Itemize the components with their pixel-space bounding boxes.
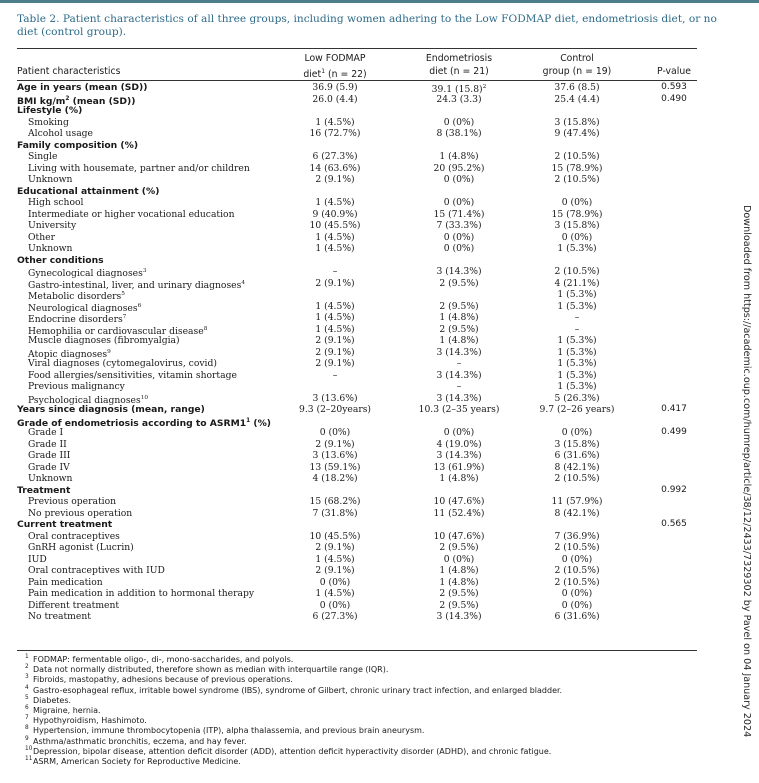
endometriosis-value: 3 (14.3%) <box>436 369 482 381</box>
control-value: 6 (31.6%) <box>554 611 600 622</box>
table-row <box>0 289 759 301</box>
low-fodmap-value: 1 (4.5%) <box>315 243 355 254</box>
control-value: 2 (10.5%) <box>554 266 600 277</box>
control-value: 2 (10.5%) <box>554 151 600 162</box>
table-row <box>0 462 759 474</box>
endometriosis-value: 0 (0%) <box>443 427 475 438</box>
row-label: Previous malignancy <box>28 381 125 392</box>
table-row <box>0 117 759 129</box>
endometriosis-value: 1 (4.8%) <box>439 335 479 346</box>
table-row <box>0 232 759 244</box>
endometriosis-value: 0 (0%) <box>443 231 475 243</box>
download-watermark: Downloaded from https://academic.oup.com/humrep/article/38/12/2433/7329302 by Pavel on 04 January 2024 <box>741 205 752 738</box>
table-row <box>0 174 759 186</box>
row-label: Unknown <box>28 243 73 254</box>
row-label: Different treatment <box>28 599 120 611</box>
row-label: Age in years (mean (SD)) <box>17 82 148 93</box>
low-fodmap-value: 2 (9.1%) <box>315 358 355 369</box>
low-fodmap-value: 3 (13.6%) <box>312 450 358 461</box>
row-label: IUD <box>28 553 47 565</box>
low-fodmap-value: 6 (27.3%) <box>312 151 358 162</box>
endometriosis-value: 13 (61.9%) <box>433 461 485 473</box>
low-fodmap-value: 26.0 (4.4) <box>312 93 358 105</box>
control-value: – <box>574 312 580 323</box>
control-value: 0 (0%) <box>561 553 593 565</box>
table-row <box>0 312 759 324</box>
low-fodmap-value: 36.9 (5.9) <box>312 82 358 93</box>
endometriosis-value: 2 (9.5%) <box>439 588 479 599</box>
table-section-row <box>0 82 759 94</box>
p-value: 0.490 <box>661 93 687 104</box>
table-section-row <box>0 255 759 267</box>
row-label: Smoking <box>28 116 69 128</box>
control-value: 0 (0%) <box>561 231 593 243</box>
low-fodmap-value: 10 (45.5%) <box>309 530 361 542</box>
footnote: 8 Hypertension, immune thrombocytopenia (ITP), alpha thalassemia, and previous brain aneurysm. <box>25 725 425 736</box>
row-label: Single <box>28 151 58 162</box>
row-label: Treatment <box>17 484 71 496</box>
header-low-fodmap-line2: diet$^1$ (n = 22) <box>303 68 367 80</box>
header-control-line1: Control <box>560 53 594 64</box>
control-value: 8 (42.1%) <box>554 461 600 473</box>
low-fodmap-value: 2 (9.1%) <box>315 277 355 289</box>
low-fodmap-value: 14 (63.6%) <box>309 162 361 174</box>
control-value: 0 (0%) <box>561 588 593 599</box>
endometriosis-value: 11 (52.4%) <box>433 507 485 519</box>
endometriosis-value: 2 (9.5%) <box>439 300 479 312</box>
control-value: 3 (15.8%) <box>554 220 600 231</box>
row-label: Unknown <box>28 174 73 185</box>
low-fodmap-value: 0 (0%) <box>319 576 351 588</box>
row-label: Food allergies/sensitivities, vitamin shortage <box>28 369 237 381</box>
endometriosis-value: – <box>456 358 462 369</box>
low-fodmap-value: – <box>332 369 338 381</box>
row-label: Grade I <box>28 427 64 438</box>
endometriosis-value: – <box>456 381 462 392</box>
endometriosis-value: 10 (47.6%) <box>433 530 485 542</box>
low-fodmap-value: 1 (4.5%) <box>315 197 355 208</box>
row-label: Alcohol usage <box>28 128 93 139</box>
table-section-row <box>0 140 759 152</box>
endometriosis-value: 3 (14.3%) <box>436 392 482 404</box>
footnote: 1 FODMAP: fermentable oligo-, di-, mono-saccharides, and polyols. <box>25 654 294 664</box>
control-value: 3 (15.8%) <box>554 116 600 128</box>
p-value: 0.417 <box>661 404 687 414</box>
footnotes <box>17 655 717 767</box>
control-value: 9 (47.4%) <box>554 128 600 139</box>
endometriosis-value: 10.3 (2–35 years) <box>418 404 500 415</box>
row-label: Neurological diagnoses$^6$ <box>28 302 142 314</box>
p-value: 0.499 <box>661 427 687 437</box>
table-bottom-rule <box>17 650 697 651</box>
endometriosis-value: 1 (4.8%) <box>439 473 479 484</box>
row-label: High school <box>28 197 84 208</box>
table-section-row <box>0 186 759 198</box>
control-value: 7 (36.9%) <box>554 530 600 542</box>
row-label: Intermediate or higher vocational education <box>28 208 235 220</box>
row-label: Muscle diagnoses (fibromyalgia) <box>28 335 180 346</box>
row-label: Years since diagnosis (mean, range) <box>17 404 205 415</box>
low-fodmap-value: 4 (18.2%) <box>312 473 358 484</box>
table-row <box>0 393 759 405</box>
endometriosis-value: 2 (9.5%) <box>439 277 479 289</box>
table-section-row <box>0 105 759 117</box>
low-fodmap-value: 2 (9.1%) <box>315 542 355 553</box>
table-row <box>0 600 759 612</box>
endometriosis-value: 10 (47.6%) <box>433 496 485 507</box>
control-value: 0 (0%) <box>561 427 593 438</box>
low-fodmap-value: 1 (4.5%) <box>315 553 355 565</box>
control-value: 8 (42.1%) <box>554 507 600 519</box>
control-value: 1 (5.3%) <box>557 289 597 300</box>
row-label: Atopic diagnoses$^9$ <box>28 348 111 360</box>
control-value: 1 (5.3%) <box>557 381 597 392</box>
control-value: 1 (5.3%) <box>557 243 597 254</box>
row-label: Oral contraceptives <box>28 530 120 542</box>
low-fodmap-value: 13 (59.1%) <box>309 461 361 473</box>
footnote: 7 Hypothyroidism, Hashimoto. <box>25 715 147 726</box>
p-value: 0.593 <box>661 82 687 92</box>
row-label: Educational attainment (%) <box>17 185 160 197</box>
low-fodmap-value: 2 (9.1%) <box>315 335 355 346</box>
table-row <box>0 611 759 623</box>
row-label: Current treatment <box>17 519 113 530</box>
row-label: BMI kg/m$^2$ (mean (SD)) <box>17 95 136 107</box>
endometriosis-value: 24.3 (3.3) <box>436 93 482 105</box>
control-value: 2 (10.5%) <box>554 576 600 588</box>
table-row <box>0 427 759 439</box>
row-label: Pain medication <box>28 576 103 588</box>
control-value: 1 (5.3%) <box>557 346 597 358</box>
endometriosis-value: 15 (71.4%) <box>433 208 485 220</box>
low-fodmap-value: 2 (9.1%) <box>315 438 355 450</box>
table-section-row <box>0 404 759 416</box>
table-row <box>0 508 759 520</box>
control-value: – <box>574 323 580 335</box>
table-row <box>0 128 759 140</box>
table-top-rule <box>17 48 697 49</box>
low-fodmap-value: 7 (31.8%) <box>312 507 358 519</box>
control-value: 15 (78.9%) <box>551 208 603 220</box>
row-label: University <box>28 220 77 231</box>
table-row <box>0 278 759 290</box>
p-value: 0.992 <box>661 484 687 495</box>
table-row <box>0 496 759 508</box>
row-label: Lifestyle (%) <box>17 105 83 116</box>
footnote: 5 Diabetes. <box>25 694 72 705</box>
endometriosis-value: 0 (0%) <box>443 174 475 185</box>
table-row <box>0 565 759 577</box>
table-row <box>0 358 759 370</box>
table-row <box>0 554 759 566</box>
row-label: GnRH agonist (Lucrin) <box>28 542 134 553</box>
endometriosis-value: 0 (0%) <box>443 197 475 208</box>
row-label: Psychological diagnoses$^{10}$ <box>28 394 149 406</box>
low-fodmap-value: 2 (9.1%) <box>315 565 355 576</box>
table-row <box>0 473 759 485</box>
low-fodmap-value: 16 (72.7%) <box>309 128 361 139</box>
row-label: Living with housemate, partner and/or children <box>28 162 250 174</box>
low-fodmap-value: 9.3 (2–20years) <box>298 404 372 415</box>
table-body <box>0 82 759 623</box>
table-row <box>0 197 759 209</box>
footnote: 9 Asthma/asthmatic bronchitis, eczema, and hay fever. <box>25 735 247 746</box>
endometriosis-value: 3 (14.3%) <box>436 346 482 358</box>
low-fodmap-value: 3 (13.6%) <box>312 392 358 404</box>
table-row <box>0 209 759 221</box>
low-fodmap-value: 1 (4.5%) <box>315 231 355 243</box>
row-label: Other <box>28 231 55 243</box>
table-row <box>0 439 759 451</box>
table-row <box>0 335 759 347</box>
endometriosis-value: 0 (0%) <box>443 243 475 254</box>
header-p-value: P-value <box>657 66 691 77</box>
row-label: Grade of endometriosis according to ASRM1$^1$ (%) <box>17 417 271 429</box>
header-control-line2: group (n = 19) <box>542 66 612 77</box>
endometriosis-value: 3 (14.3%) <box>436 450 482 461</box>
control-value: 25.4 (4.4) <box>554 93 600 105</box>
row-label: Pain medication in addition to hormonal therapy <box>28 588 255 599</box>
footnote: 11 ASRM, American Society for Reproductive Medicine. <box>25 756 241 767</box>
control-value: 2 (10.5%) <box>554 565 600 576</box>
low-fodmap-value: 1 (4.5%) <box>315 588 355 599</box>
table-row <box>0 301 759 313</box>
low-fodmap-value: 10 (45.5%) <box>309 220 361 231</box>
footnote: 2 Data not normally distributed, therefore shown as median with interquartile range (IQR). <box>25 664 389 675</box>
footnote: 4 Gastro-esophageal reflux, irritable bowel syndrome (IBS), syndrome of Gilbert, chronic urinary tract infection, and enlarged bladder. <box>25 684 563 695</box>
endometriosis-value: 3 (14.3%) <box>436 266 482 277</box>
row-label: Grade II <box>28 438 67 450</box>
row-label: Gastro-intestinal, liver, and urinary diagnoses$^4$ <box>28 279 246 291</box>
control-value: 1 (5.3%) <box>557 358 597 369</box>
endometriosis-value: 39.1 (15.8)$^2$ <box>431 84 487 95</box>
table-row <box>0 163 759 175</box>
table-row <box>0 324 759 336</box>
endometriosis-value: 2 (9.5%) <box>439 542 479 553</box>
low-fodmap-value: 1 (4.5%) <box>315 323 355 335</box>
control-value: 6 (31.6%) <box>554 450 600 461</box>
p-value: 0.565 <box>661 519 687 529</box>
low-fodmap-value: 1 (4.5%) <box>315 300 355 312</box>
row-label: No previous operation <box>28 507 133 519</box>
control-value: 11 (57.9%) <box>551 496 603 507</box>
low-fodmap-value: 1 (4.5%) <box>315 116 355 128</box>
endometriosis-value: 2 (9.5%) <box>439 599 479 611</box>
endometriosis-value: 1 (4.8%) <box>439 151 479 162</box>
control-value: 9.7 (2–26 years) <box>539 404 615 415</box>
table-section-row <box>0 94 759 106</box>
low-fodmap-value: 0 (0%) <box>319 599 351 611</box>
top-accent-bar <box>0 0 759 3</box>
endometriosis-value: 0 (0%) <box>443 116 475 128</box>
endometriosis-value: 7 (33.3%) <box>436 220 482 231</box>
table-row <box>0 347 759 359</box>
control-value: 2 (10.5%) <box>554 542 600 553</box>
table-row <box>0 370 759 382</box>
header-endometriosis-line1: Endometriosis <box>425 53 493 64</box>
low-fodmap-value: 1 (4.5%) <box>315 312 355 323</box>
low-fodmap-value: 15 (68.2%) <box>309 496 361 507</box>
control-value: 1 (5.3%) <box>557 369 597 381</box>
table-row <box>0 531 759 543</box>
control-value: 2 (10.5%) <box>554 473 600 484</box>
table-row <box>0 542 759 554</box>
endometriosis-value: 0 (0%) <box>443 553 475 565</box>
table-row <box>0 588 759 600</box>
row-label: Metabolic disorders$^5$ <box>28 291 125 302</box>
table-row <box>0 220 759 232</box>
footnote: 10 Depression, bipolar disease, attention deficit disorder (ADD), attention deficit hyperactivity disorder (ADHD), and chronic fatigue. <box>25 745 552 756</box>
table-row <box>0 381 759 393</box>
low-fodmap-value: 6 (27.3%) <box>312 611 358 622</box>
control-value: 0 (0%) <box>561 599 593 611</box>
endometriosis-value: 1 (4.8%) <box>439 312 479 323</box>
endometriosis-value: 1 (4.8%) <box>439 576 479 588</box>
table-row <box>0 243 759 255</box>
row-label: Endocrine disorders$^7$ <box>28 314 127 325</box>
low-fodmap-value: 9 (40.9%) <box>312 208 358 220</box>
row-label: Viral diagnoses (cytomegalovirus, covid) <box>28 358 217 369</box>
endometriosis-value: 1 (4.8%) <box>439 565 479 576</box>
header-low-fodmap-line1: Low FODMAP <box>304 53 366 64</box>
control-value: 1 (5.3%) <box>557 335 597 346</box>
table-caption: Table 2. Patient characteristics of all three groups, including women adhering to the Low FODMAP diet, endometriosis diet, or no diet (control group). <box>17 13 717 38</box>
row-label: Oral contraceptives with IUD <box>28 565 165 576</box>
header-patient-characteristics: Patient characteristics <box>17 66 121 77</box>
row-label: Gynecological diagnoses$^3$ <box>28 268 147 279</box>
footnote: 6 Migraine, hernia. <box>25 705 101 716</box>
control-value: 15 (78.9%) <box>551 162 603 174</box>
control-value: 2 (10.5%) <box>554 174 600 185</box>
table-row <box>0 577 759 589</box>
control-value: 37.6 (8.5) <box>554 82 600 93</box>
row-label: Hemophilia or cardiovascular disease$^8$ <box>28 325 208 337</box>
table-row <box>0 450 759 462</box>
low-fodmap-value: – <box>332 266 338 277</box>
row-label: No treatment <box>28 611 91 622</box>
row-label: Unknown <box>28 473 73 484</box>
header-endometriosis-line2: diet (n = 21) <box>429 66 489 77</box>
table-section-row <box>0 485 759 497</box>
row-label: Other conditions <box>17 254 104 266</box>
control-value: 5 (26.3%) <box>554 392 600 404</box>
endometriosis-value: 20 (95.2%) <box>433 162 485 174</box>
table-section-row <box>0 416 759 428</box>
endometriosis-value: 4 (19.0%) <box>436 438 482 450</box>
row-label: Family composition (%) <box>17 139 139 151</box>
control-value: 1 (5.3%) <box>557 300 597 312</box>
table-row <box>0 151 759 163</box>
control-value: 3 (15.8%) <box>554 438 600 450</box>
control-value: 0 (0%) <box>561 197 593 208</box>
endometriosis-value: 8 (38.1%) <box>436 128 482 139</box>
control-value: 4 (21.1%) <box>554 277 600 289</box>
endometriosis-value: 2 (9.5%) <box>439 323 479 335</box>
low-fodmap-value: 0 (0%) <box>319 427 351 438</box>
footnote: 3 Fibroids, mastopathy, adhesions because of previous operations. <box>25 674 293 685</box>
table-header-rule <box>17 80 697 81</box>
low-fodmap-value: 2 (9.1%) <box>315 174 355 185</box>
row-label: Grade III <box>28 450 71 461</box>
row-label: Grade IV <box>28 461 70 473</box>
endometriosis-value: 3 (14.3%) <box>436 611 482 622</box>
low-fodmap-value: 2 (9.1%) <box>315 346 355 358</box>
table-row <box>0 266 759 278</box>
row-label: Previous operation <box>28 496 117 507</box>
table-section-row <box>0 519 759 531</box>
